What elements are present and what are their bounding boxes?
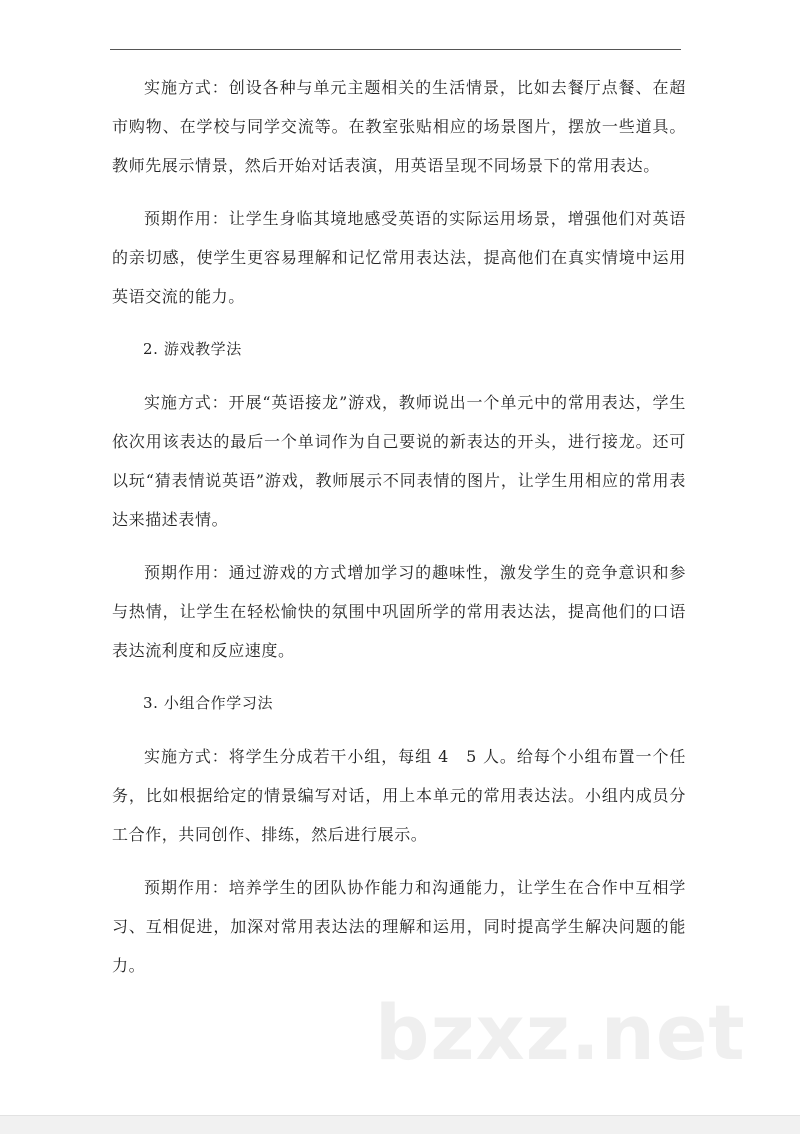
paragraph-4: 预期作用：通过游戏的方式增加学习的趣味性，激发学生的竞争意识和参与热情，让学生在轻松愉快的氛围中巩固所学的常用表达法，提高他们的口语表达流利度和反应速度。: [112, 563, 686, 660]
paragraph-5: 实施方式：将学生分成若干小组，每组 4 5 人。给每个小组布置一个任务，比如根据给定的情景编写对话，用上本单元的常用表达法。小组内成员分工合作，共同创作、排练，然后进行展示。: [112, 747, 686, 844]
paragraph-6: 预期作用：培养学生的团队协作能力和沟通能力，让学生在合作中互相学习、互相促进，加深对常用表达法的理解和运用，同时提高学生解决问题的能力。: [112, 878, 686, 975]
watermark: bzxz.net: [375, 988, 746, 1077]
section-heading-group-cooperation: 3. 小组合作学习法: [143, 694, 274, 712]
paragraph-2: 预期作用：让学生身临其境地感受英语的实际运用场景，增强他们对英语的亲切感，使学生更容易理解和记忆常用表达法，提高他们在真实情境中运用英语交流的能力。: [112, 209, 686, 306]
page-bottom-border: [0, 1115, 800, 1134]
paragraph-3: 实施方式：开展“英语接龙”游戏，教师说出一个单元中的常用表达，学生依次用该表达的最后一个单词作为自己要说的新表达的开头，进行接龙。还可以玩“猜表情说英语”游戏，教师展示不同表情的图片，让学生用相应的常用表达来描述表情。: [112, 393, 686, 529]
paragraph-1: 实施方式：创设各种与单元主题相关的生活情景，比如去餐厅点餐、在超市购物、在学校与同学交流等。在教室张贴相应的场景图片，摆放一些道具。教师先展示情景，然后开始对话表演，用英语呈现不同场景下的常用表达。: [112, 78, 686, 175]
header-rule: [110, 49, 681, 50]
section-heading-game-teaching: 2. 游戏教学法: [143, 340, 242, 358]
document-body: [112, 68, 686, 985]
